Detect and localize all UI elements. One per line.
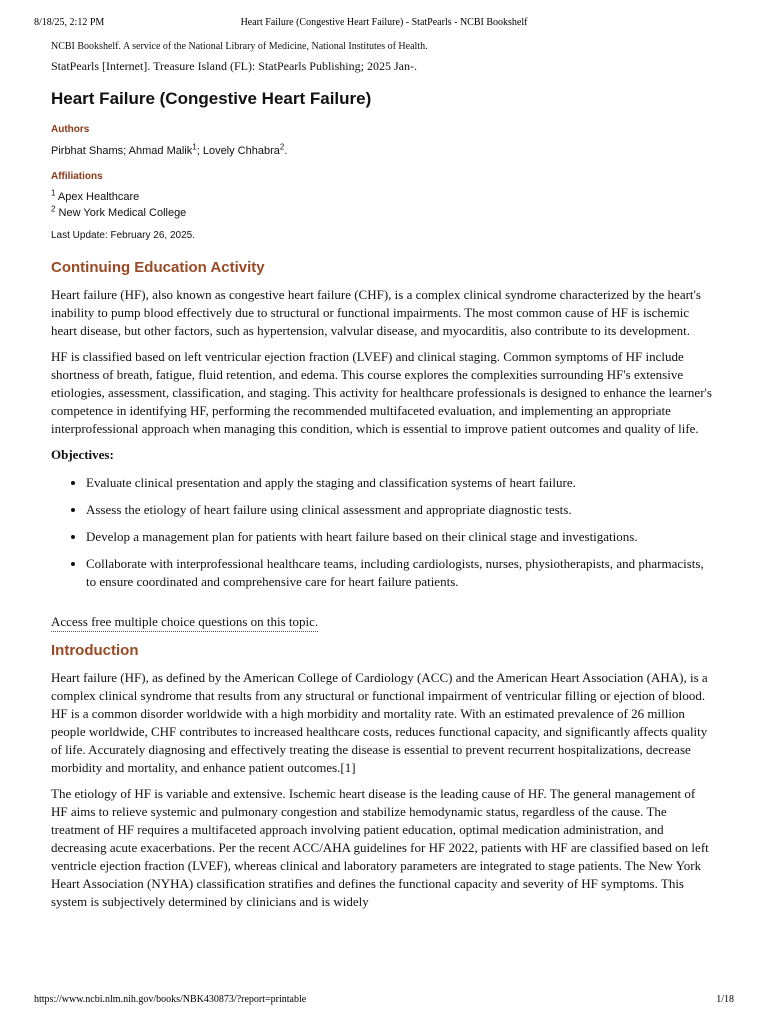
affiliation-item: [51, 189, 713, 205]
objective-item: • Assess the etiology of heart failure using clinical assessment and appropriate diagnostic tests.: [86, 501, 713, 519]
print-footer: [34, 994, 734, 1008]
affiliation-item: [51, 205, 713, 221]
objective-item: • Evaluate clinical presentation and apply the staging and classification systems of heart failure.: [86, 474, 713, 492]
page-title: Heart Failure (Congestive Heart Failure): [51, 89, 372, 108]
paragraph: The etiology of HF is variable and extensive. Ischemic heart disease is the leading cause of HF. The general management of HF aims to relieve systemic and pulmonary congestion and stabilize hemodynamic status, regardless of the cause. The treatment of HF requires a multifaceted approach involving patient education, optimal medication administration, and decreasing acute exacerbations. Per the recent ACC/AHA guidelines for HF 2022, patients with HF are classified based on left ventricle ejection fraction (LVEF), whereas clinical and laboratory parameters are integrated to stage patients. The New York Heart Association (NYHA) classification stratifies and defines the functional capacity and severity of HF symptoms. This system is subjectively determined by clinicians and is widely: [51, 786, 709, 909]
print-date: 8/18/25, 2:12 PM: [34, 17, 105, 28]
affiliation-list: [51, 189, 713, 221]
author-separator: ;: [123, 145, 129, 157]
affiliation-text: Apex Healthcare: [57, 191, 140, 203]
affiliations-label: Affiliations: [51, 171, 103, 182]
last-update: Last Update: February 26, 2025.: [51, 230, 195, 241]
affiliation-number: 1: [51, 188, 56, 198]
print-url: https://www.ncbi.nlm.nih.gov/books/NBK430873/?report=printable: [34, 994, 307, 1005]
bookshelf-attribution: NCBI Bookshelf. A service of the National Library of Medicine, National Institutes of Health.: [51, 41, 428, 52]
objectives-title: Objectives:: [51, 447, 114, 462]
mcq-link[interactable]: Access free multiple choice questions on this topic.: [51, 613, 318, 632]
author-name: Pirbhat Shams: [51, 145, 124, 157]
author-affiliation-ref: 1: [192, 142, 197, 152]
objective-item: • Develop a management plan for patients with heart failure based on their clinical stage and investigations.: [86, 528, 713, 546]
author-list: [51, 144, 713, 159]
article-content: [51, 40, 713, 911]
author-separator: .: [284, 145, 288, 157]
page-number: 1/18: [716, 994, 734, 1005]
affiliation-text: New York Medical College: [58, 207, 187, 219]
section-heading-introduction: Introduction: [51, 642, 139, 659]
objectives-list: [51, 474, 713, 591]
paragraph: Heart failure (HF), also known as congestive heart failure (CHF), is a complex clinical syndrome characterized by the heart's inability to pump blood effectively due to structural or functional impairments. The most common cause of HF is ischemic heart disease, but other factors, such as hypertension, valvular disease, and myocarditis, also contribute to its development.: [51, 287, 701, 338]
author-separator: ;: [196, 145, 203, 157]
author-name: Ahmad Malik: [128, 145, 193, 157]
paragraph: Heart failure (HF), as defined by the American College of Cardiology (ACC) and the American Heart Association (AHA), is a complex clinical syndrome that results from any structural or functional impairment of ventricular filling or ejection of blood. HF is a common disorder worldwide with a high morbidity and mortality rate. With an estimated prevalence of 26 million people worldwide, CHF contributes to increased healthcare costs, reduces functional capacity, and significantly affects quality of life. Accurately diagnosing and effectively treating the disease is essential to prevent recurrent hospitalizations, decrease morbidity and mortality, and enhance patient outcomes.[1]: [51, 670, 708, 775]
section-heading-continuing-education: Continuing Education Activity: [51, 259, 265, 276]
citation-line: StatPearls [Internet]. Treasure Island (FL): StatPearls Publishing; 2025 Jan-.: [51, 59, 417, 73]
authors-label: Authors: [51, 124, 90, 135]
affiliation-number: 2: [51, 204, 56, 214]
print-header: [34, 17, 734, 31]
author-name: Lovely Chhabra: [202, 145, 280, 157]
paragraph: HF is classified based on left ventricular ejection fraction (LVEF) and clinical staging. Common symptoms of HF include shortness of breath, fatigue, fluid retention, and edema. This course explores the complexities surrounding HF's extensive etiologies, assessment, classification, and staging. This activity for healthcare professionals is designed to enhance the learner's competence in identifying HF, performing the recommended multifaceted evaluation, and implementing an appropriate interprofessional approach when managing this condition, which is essential to improve patient outcomes and quality of life.: [51, 349, 712, 436]
print-document-title: Heart Failure (Congestive Heart Failure) - StatPearls - NCBI Bookshelf: [240, 17, 528, 28]
author-affiliation-ref: 2: [279, 142, 285, 152]
objective-item: • Collaborate with interprofessional healthcare teams, including cardiologists, nurses, physiotherapists, and pharmacists, to ensure coordinated and comprehensive care for heart failure patients.: [86, 555, 713, 591]
